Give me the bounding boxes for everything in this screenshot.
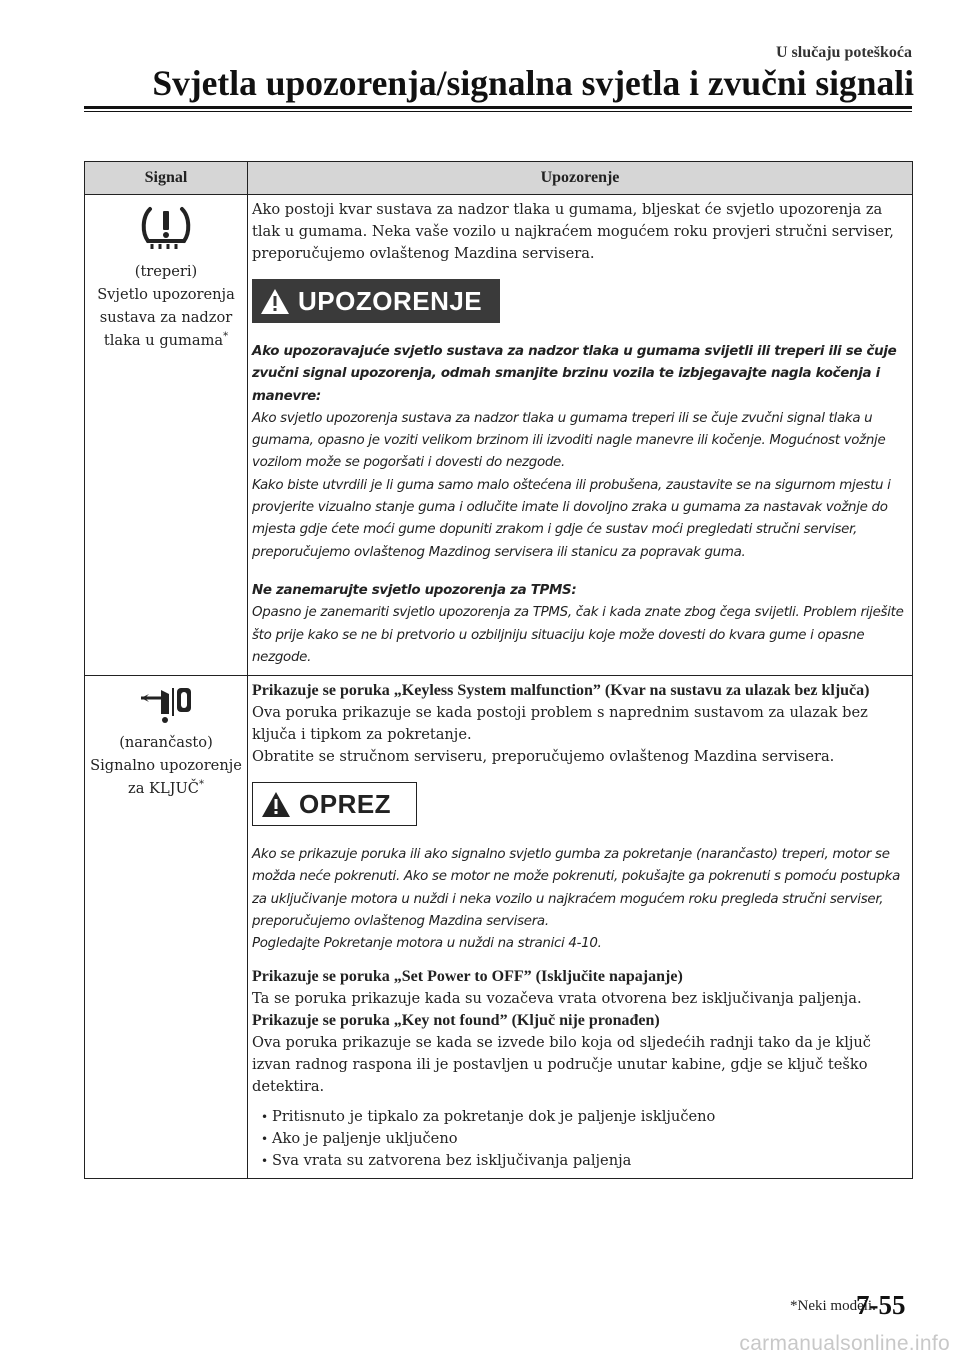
page-title: Svjetla upozorenja/signalna svjetla i zvučni signali (152, 63, 914, 103)
watermark: carmanualsonline.info (739, 1332, 950, 1355)
page-number: 7-55 (856, 1290, 906, 1320)
key-warning-icon (87, 684, 245, 731)
warning-cell (248, 676, 913, 1178)
message-title: Prikazuje se poruka „Key not found” (Ključ nije pronađen) (252, 1011, 660, 1029)
caution-badge: OPREZ (252, 782, 417, 826)
signal-cell (85, 676, 248, 1178)
warning-paragraph: Kako biste utvrdili je li guma samo malo oštećena ili probušena, zaustavite se na sigurnom mjestu i provjerite vizualno stanje guma i odlučite imate li dovoljno zraka u gumama za nastavak vožnje do mjesta gdje ćete moći gume dopuniti zrakom i gdje će sustav moći pregledati stručni serviser, preporučujemo ovlaštenog Mazdinog servisera ili stanicu za popravak guma. (252, 477, 891, 560)
warning-badge: UPOZORENJE (252, 279, 500, 323)
intro-text: Ako postoji kvar sustava za nadzor tlaka u gumama, bljeskat će svjetlo upozorenja za tlak u gumama. Neka vaše vozilo u najkraćem mogućem roku provjeri stručni serviser, preporučujemo ovlaštenog Mazdina servisera. (252, 201, 894, 262)
header-rule-thin (84, 111, 912, 112)
caution-paragraph: Pogledajte Pokretanje motora u nuždi na stranici 4-10. (252, 936, 602, 952)
warning-title: Ako upozoravajuće svjetlo sustava za nadzor tlaka u gumama svijetli ili treperi ili se čuje zvučni signal upozorenja, odmah smanjite brzinu vozila te izbjegavajte nagla kočenja i manevre: (252, 344, 897, 404)
warning-table (84, 161, 913, 1179)
tire-pressure-warning-icon (87, 203, 245, 260)
warning-cell (248, 195, 913, 676)
signal-label: (narančasto) Signalno upozorenje za KLJUČ* (90, 734, 242, 798)
list-item: • Ako je paljenje uključeno (252, 1128, 908, 1150)
header-rule (84, 106, 912, 109)
message-title: Prikazuje se poruka „Set Power to OFF” (Isključite napajanje) (252, 967, 683, 985)
warning-title: Ne zanemarujte svjetlo upozorenja za TPMS: (252, 582, 577, 598)
caution-paragraph: Ako se prikazuje poruka ili ako signalno svjetlo gumba za pokretanje (narančasto) treperi, motor se možda neće pokrenuti. Ako se motor ne može pokrenuti, pokušajte ga pokrenuti s pomoću postupka za uključivanje motora u nuždi i neka vozilo u najkraćem mogućem roku pregleda stručni serviser, preporučujemo ovlaštenog Mazdina servisera. (252, 847, 900, 930)
warning-triangle-icon (260, 288, 290, 315)
table-row (85, 195, 913, 676)
warning-triangle-icon (261, 791, 291, 818)
message-text: Ova poruka prikazuje se kada postoji problem s naprednim sustavom za ulazak bez ključa i tipkom za pokretanje. (252, 704, 868, 744)
signal-cell (85, 195, 248, 676)
message-text: Ta se poruka prikazuje kada su vozačeva vrata otvorena bez isključivanja paljenja. (252, 989, 862, 1007)
signal-label: (treperi) Svjetlo upozorenja sustava za nadzor tlaka u gumama* (97, 263, 235, 349)
list-item: • Pritisnuto je tipkalo za pokretanje dok je paljenje isključeno (252, 1106, 908, 1128)
footnote: *Neki modeli. (790, 1298, 876, 1314)
col-header-warning: Upozorenje (248, 162, 913, 195)
list-item: • Sva vrata su zatvorena bez isključivanja paljenja (252, 1150, 908, 1172)
section-title: U slučaju poteškoća (775, 44, 912, 61)
table-header-row (85, 162, 913, 195)
message-title: Prikazuje se poruka „Keyless System malfunction” (Kvar na sustavu za ulazak bez ključa) (252, 682, 870, 700)
warning-paragraph: Opasno je zanemariti svjetlo upozorenja za TPMS, čak i kada znate zbog čega svijetli. Problem riješite što prije kako se ne bi pretvorio u ozbiljniju situaciju koje može dovesti do kvara gume i opasne nezgode. (252, 605, 904, 665)
condition-list (252, 1106, 908, 1172)
table-row (85, 676, 913, 1178)
col-header-signal: Signal (85, 162, 248, 195)
warning-paragraph: Ako svjetlo upozorenja sustava za nadzor tlaka u gumama treperi ili se čuje zvučni signal tlaka u gumama, opasno je voziti velikom brzinom ili izvoditi nagle manevre ili kočenje. Mogućnost vožnje vozilom može se pogoršati i dovesti do nezgode. (252, 410, 886, 471)
message-text: Ova poruka prikazuje se kada se izvede bilo koja od sljedećih radnji tako da je ključ izvan radnog raspona ili je postavljen u područje unutar kabine, gdje se ključ teško detektira. (252, 1033, 871, 1095)
message-text: Obratite se stručnom serviseru, preporučujemo ovlaštenog Mazdina servisera. (252, 748, 835, 766)
